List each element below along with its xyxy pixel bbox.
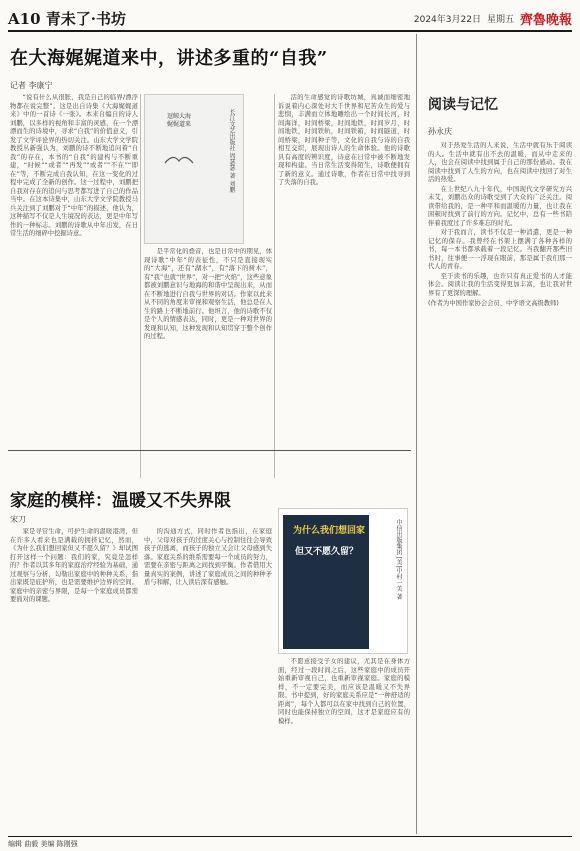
- article1-col3-text: 活的生命感觉的诗歌坊城，真诚而细密地诉说着内心深处对大千世界和尼苦众生的爱与悲悯，丰满而立体地雕绘出一个时间长河，时间海洋，时间桥梁，时间地铁，时间岁月，时间地铁，时间铁轨，时间铁箱，时间隧道，时间桥梁，时间种子等，文化的自我与诗的自我相互交织，展现出诗人的生命体验。他的诗歌具有高度的辨识度，诗意在日常中被不断地发现和构建。当日常生活变得陌生，诗歌便拥有了新的意义。通过诗歌，作者在日常中找寻到了失落的自我。: [278, 94, 410, 186]
- article1-title: 在大海娓娓道来中，讲述多重的“自我”: [10, 48, 328, 69]
- article3-paragraph: 对于我而言，读书不仅是一种消遣，更是一种记忆的保存。我曾经在书架上摆满了各种各样的书，每一本书都承载着一段记忆。当我翻开那些旧书时，往事便一一浮现在眼前，那是属于我们那一代人的青春。: [428, 229, 572, 270]
- issue-date: 2024年3月22日: [413, 15, 481, 25]
- article1-column-3: [278, 94, 410, 478]
- article1-column-2: [144, 248, 272, 478]
- cover1-title: [167, 113, 191, 130]
- header-rule: [8, 30, 572, 32]
- article1-column-1: [10, 94, 138, 478]
- newspaper-logo: 齊魯晚報: [519, 13, 572, 28]
- article1-byline: 记者 李康宁: [10, 81, 53, 90]
- article1-col2-text: 是平常化的叠音，也是日常中的期见，体现诗歌“中年”的表征性，不只是直接现实的“大海”，还有“湖水”，有“落下的树木”，有“我”也就“世界”，对一把“火焰”，这些意象都被刘鹏意识与地海的和谐中呈现出来，从而在不断地进行自我与世界的对话。作家以此来从不同的角度来审视和观察生活，他总是在人生的路上不断地前行。他坦言，他的诗歌不仅是个人的情感表达，同时，更是一种对世界的发现和认知，这种发现和认知贯穿于整个创作的过程。: [144, 248, 272, 340]
- book-cover-home: [278, 508, 408, 654]
- right-column: [420, 34, 572, 834]
- article3-paragraph: 在上世纪八九十年代，中国现代文学研究方兴未艾，刘鹏出众的诗歌受到了大众的广泛关注。阅读带给我的，是一种平和而温暖的力量，也让我在困顿时找到了前行的方向。记忆中，总有一些书陪伴着我度过了许多难忘的时光。: [428, 185, 572, 227]
- cover2-subtitle: 但又不愿久留？: [295, 547, 359, 557]
- header-meta: [414, 9, 572, 28]
- cover1-title-line1: 逗鲸大海: [167, 113, 192, 120]
- article2-byline: 宋刀: [10, 515, 26, 524]
- page-footer: 编辑 曲毅 美编 陈刚强: [8, 836, 572, 848]
- book-cover-dahai: [144, 94, 244, 244]
- column-divider: [140, 94, 141, 478]
- cover2-title: 为什么我们想回家: [293, 526, 366, 536]
- issue-weekday: 星期五: [486, 15, 514, 25]
- cover1-vertical-text: 长江文艺出版社 周瑟瑟 著 刘鹏: [228, 109, 235, 193]
- article3-paragraph: 对于热爱生活的人来说，生活中就有乐于阅读的人。生活中就有出不去的温暖，而从中走来的人，也会在阅读中找到属于自己的那份感动。我在阅读中找到了人生的方向，也在阅读中找回了对生活的热爱。: [428, 142, 572, 183]
- article2-col3-text: 不愿意接受子女的建议，尤其是在身体方面，经过一段时间之后，这些家庭中的成员开始重新审视自己，也重新审视家庭。家庭的模样，不一定要完美，而应该是温暖又不失界限。书中提到，好的家庭关系应是“一种舒适的距离”，每个人都可以在家中找到自己的位置，同时也能保持独立的空间，这才是家庭应有的模样。: [278, 658, 410, 725]
- right-column-divider: [416, 34, 417, 834]
- article1-col1-text: “说有什么从很胀，我是自己的临界/漂浮物都在说完整”。这是出自诗集《大海娓娓道来》中的一首诗《一张》。本来自编自的诗人刘鹏，以多样的视角和丰富的灵感，在一个漂漂而生的诗境中，寻求“自我”的价值意义，引发了文学评论界的热切关注。山东大学文学院教授丛新强认为，刘鹏的诗不断地追问着“自我”的存在，本书的“自我”的建构与不断重建，“时候”“或者”“再发”“或者”“不在”“即在”等，不断完成自我认知，在这一变化的过程中完成了全新的创作。这一过程中，刘鹏把自我对存在的追问与思考都写进了自己的作品当中。在这本诗集中，山东大学文学院教授马兵关注到了刘鹏对于“中年”的描述，他认为，这种描写不仅是人生境况的表达，更是中年写作的一种标志。刘鹏的诗歌从中年出发，在日常生活的细碎中挖掘诗意。: [10, 94, 138, 237]
- article2-column-2: [144, 528, 272, 828]
- bird-illustration-icon: [163, 151, 195, 169]
- article2-title: 家庭的模样：温暖又不失界限: [10, 491, 231, 511]
- article3-paragraph: 至于读书的乐趣，也许只有真正爱书的人才能体会。阅读让我的生活变得更加丰富，也让我对世界有了更深的理解。: [428, 272, 572, 297]
- cover2-publisher: 中信出版集团 [美]中村一美 著: [395, 519, 402, 600]
- article2-col2-text: 的沟通方式，同时作者也指出，在家庭中，父母对孩子的过度关心与控制往往会导致孩子的逃离，而孩子的独立又会让父母感到失落。家庭关系的维系需要每一个成员的努力，需要在亲密与距离之间找到平衡。作者借用大量真实的案例，讲述了家庭成员之间的种种矛盾与和解，让人读后深有感触。: [144, 528, 272, 586]
- page-header: [8, 6, 572, 30]
- column-divider: [274, 94, 275, 478]
- article3-byline: 孙永庆: [428, 127, 452, 136]
- section-divider: [8, 450, 411, 451]
- page-section-label: A10 青未了·书坊: [8, 10, 126, 28]
- article3-body: [428, 142, 572, 832]
- article2-column-1: [10, 528, 138, 828]
- cover1-title-line2: 娓娓道来: [167, 121, 192, 129]
- main-area: [8, 34, 411, 834]
- article2-column-3: [278, 658, 410, 828]
- article3-signature: (作者为中国作家协会会员、中学语文高级教师): [428, 300, 559, 307]
- article2-col1-text: 家是寻常生命，可护生命的温暖港湾，但在许多人看来也是满载的拥挤记忆，然而，《为什么我们想回家但又不愿久留？》却试图打开这样一个问题：我们的家，究竟是怎样的？作者以其多年的家庭治疗经验为基础，通过观察与分析，勾勒出家庭中的种种关系，指出家既是庇护所，也是需要维护边界的空间。家庭中的亲密与界限，是每一个家庭成员都需要面对的课题。: [10, 528, 138, 603]
- article3-title: 阅读与记忆: [428, 97, 498, 113]
